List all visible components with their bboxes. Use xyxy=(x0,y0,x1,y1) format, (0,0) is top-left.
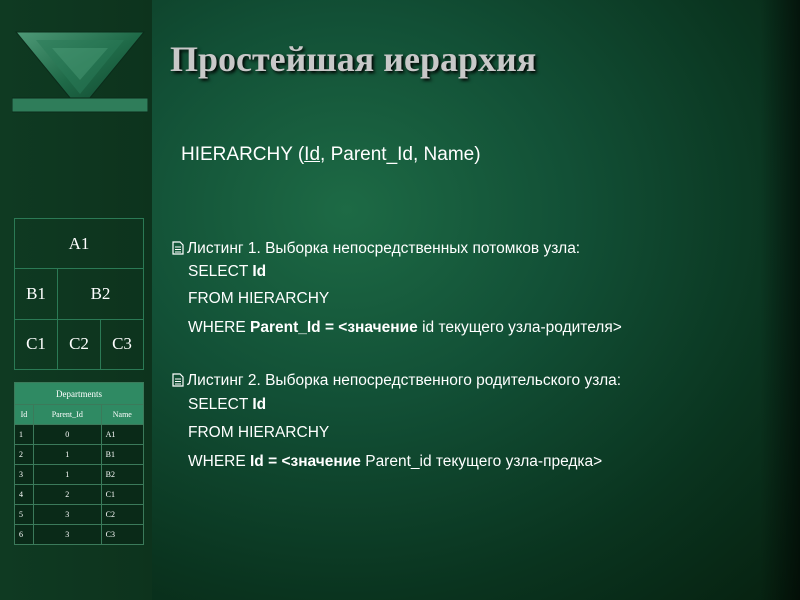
cell-parent-id: 3 xyxy=(33,505,101,525)
cell-name: C2 xyxy=(101,505,143,525)
slide-title: Простейшая иерархия xyxy=(170,39,537,79)
sql-keyword: WHERE xyxy=(188,319,250,336)
cell-parent-id: 2 xyxy=(33,485,101,505)
relation-signature xyxy=(181,144,481,166)
listing-1 xyxy=(172,238,622,342)
table-row xyxy=(15,465,144,485)
cell-id: 3 xyxy=(15,465,34,485)
cell-name: A1 xyxy=(101,425,143,445)
signature-prefix: HIERARCHY ( xyxy=(181,144,305,165)
column-header: Parent_Id xyxy=(33,405,101,425)
document-icon xyxy=(172,241,184,255)
table-row xyxy=(15,445,144,465)
sql-select-line xyxy=(172,392,621,418)
sql-keyword: SELECT xyxy=(188,263,253,280)
cell-parent-id: 0 xyxy=(33,425,101,445)
cell-id: 5 xyxy=(15,505,34,525)
listing-heading xyxy=(172,370,621,392)
sql-from-line: FROM HIERARCHY xyxy=(188,290,330,307)
table-row xyxy=(15,425,144,445)
tree-node: A1 xyxy=(15,219,144,269)
sql-keyword: WHERE xyxy=(188,453,250,470)
sql-where-line xyxy=(172,313,622,342)
sql-select-line xyxy=(172,260,622,284)
cell-parent-id: 3 xyxy=(33,525,101,545)
cell-id: 1 xyxy=(15,425,34,445)
document-icon xyxy=(172,373,184,387)
listing-heading-text: Листинг 1. Выборка непосредственных потомков узла: xyxy=(187,240,581,257)
table-row xyxy=(15,505,144,525)
tree-node: B1 xyxy=(15,269,58,319)
departments-table xyxy=(14,382,144,545)
cell-id: 6 xyxy=(15,525,34,545)
listing-heading-text: Листинг 2. Выборка непосредственного родительского узла: xyxy=(187,372,622,389)
sql-column: Id xyxy=(252,263,267,280)
tree-node: C1 xyxy=(15,319,58,369)
cell-name: B2 xyxy=(101,465,143,485)
green-marble-triangle-logo xyxy=(12,30,148,114)
cell-id: 2 xyxy=(15,445,34,465)
cell-id: 4 xyxy=(15,485,34,505)
sql-condition-rest: Parent_id текущего узла-предка> xyxy=(360,453,603,470)
sql-from-line: FROM HIERARCHY xyxy=(188,424,330,441)
cell-name: B1 xyxy=(101,445,143,465)
sql-condition-rest: id текущего узла-родителя> xyxy=(417,319,622,336)
cell-parent-id: 1 xyxy=(33,465,101,485)
tree-node: B2 xyxy=(58,269,144,319)
listing-heading xyxy=(172,238,622,260)
signature-suffix: , Parent_Id, Name) xyxy=(320,144,481,165)
hierarchy-tree-table xyxy=(14,218,144,370)
sql-condition: Parent_Id = <значение xyxy=(250,319,418,336)
table-row xyxy=(15,525,144,545)
listing-2 xyxy=(172,370,621,476)
sql-where-line xyxy=(172,447,621,476)
cell-parent-id: 1 xyxy=(33,445,101,465)
sql-keyword: SELECT xyxy=(188,396,253,413)
cell-name: C3 xyxy=(101,525,143,545)
sql-column: Id xyxy=(252,396,267,413)
sql-condition: Id = <значение xyxy=(250,453,361,470)
column-header: Name xyxy=(101,405,143,425)
column-header: Id xyxy=(15,405,34,425)
signature-key: Id xyxy=(304,144,321,165)
table-caption: Departments xyxy=(15,383,144,405)
cell-name: C1 xyxy=(101,485,143,505)
table-row xyxy=(15,485,144,505)
tree-node: C2 xyxy=(58,319,101,369)
tree-node: C3 xyxy=(101,319,144,369)
